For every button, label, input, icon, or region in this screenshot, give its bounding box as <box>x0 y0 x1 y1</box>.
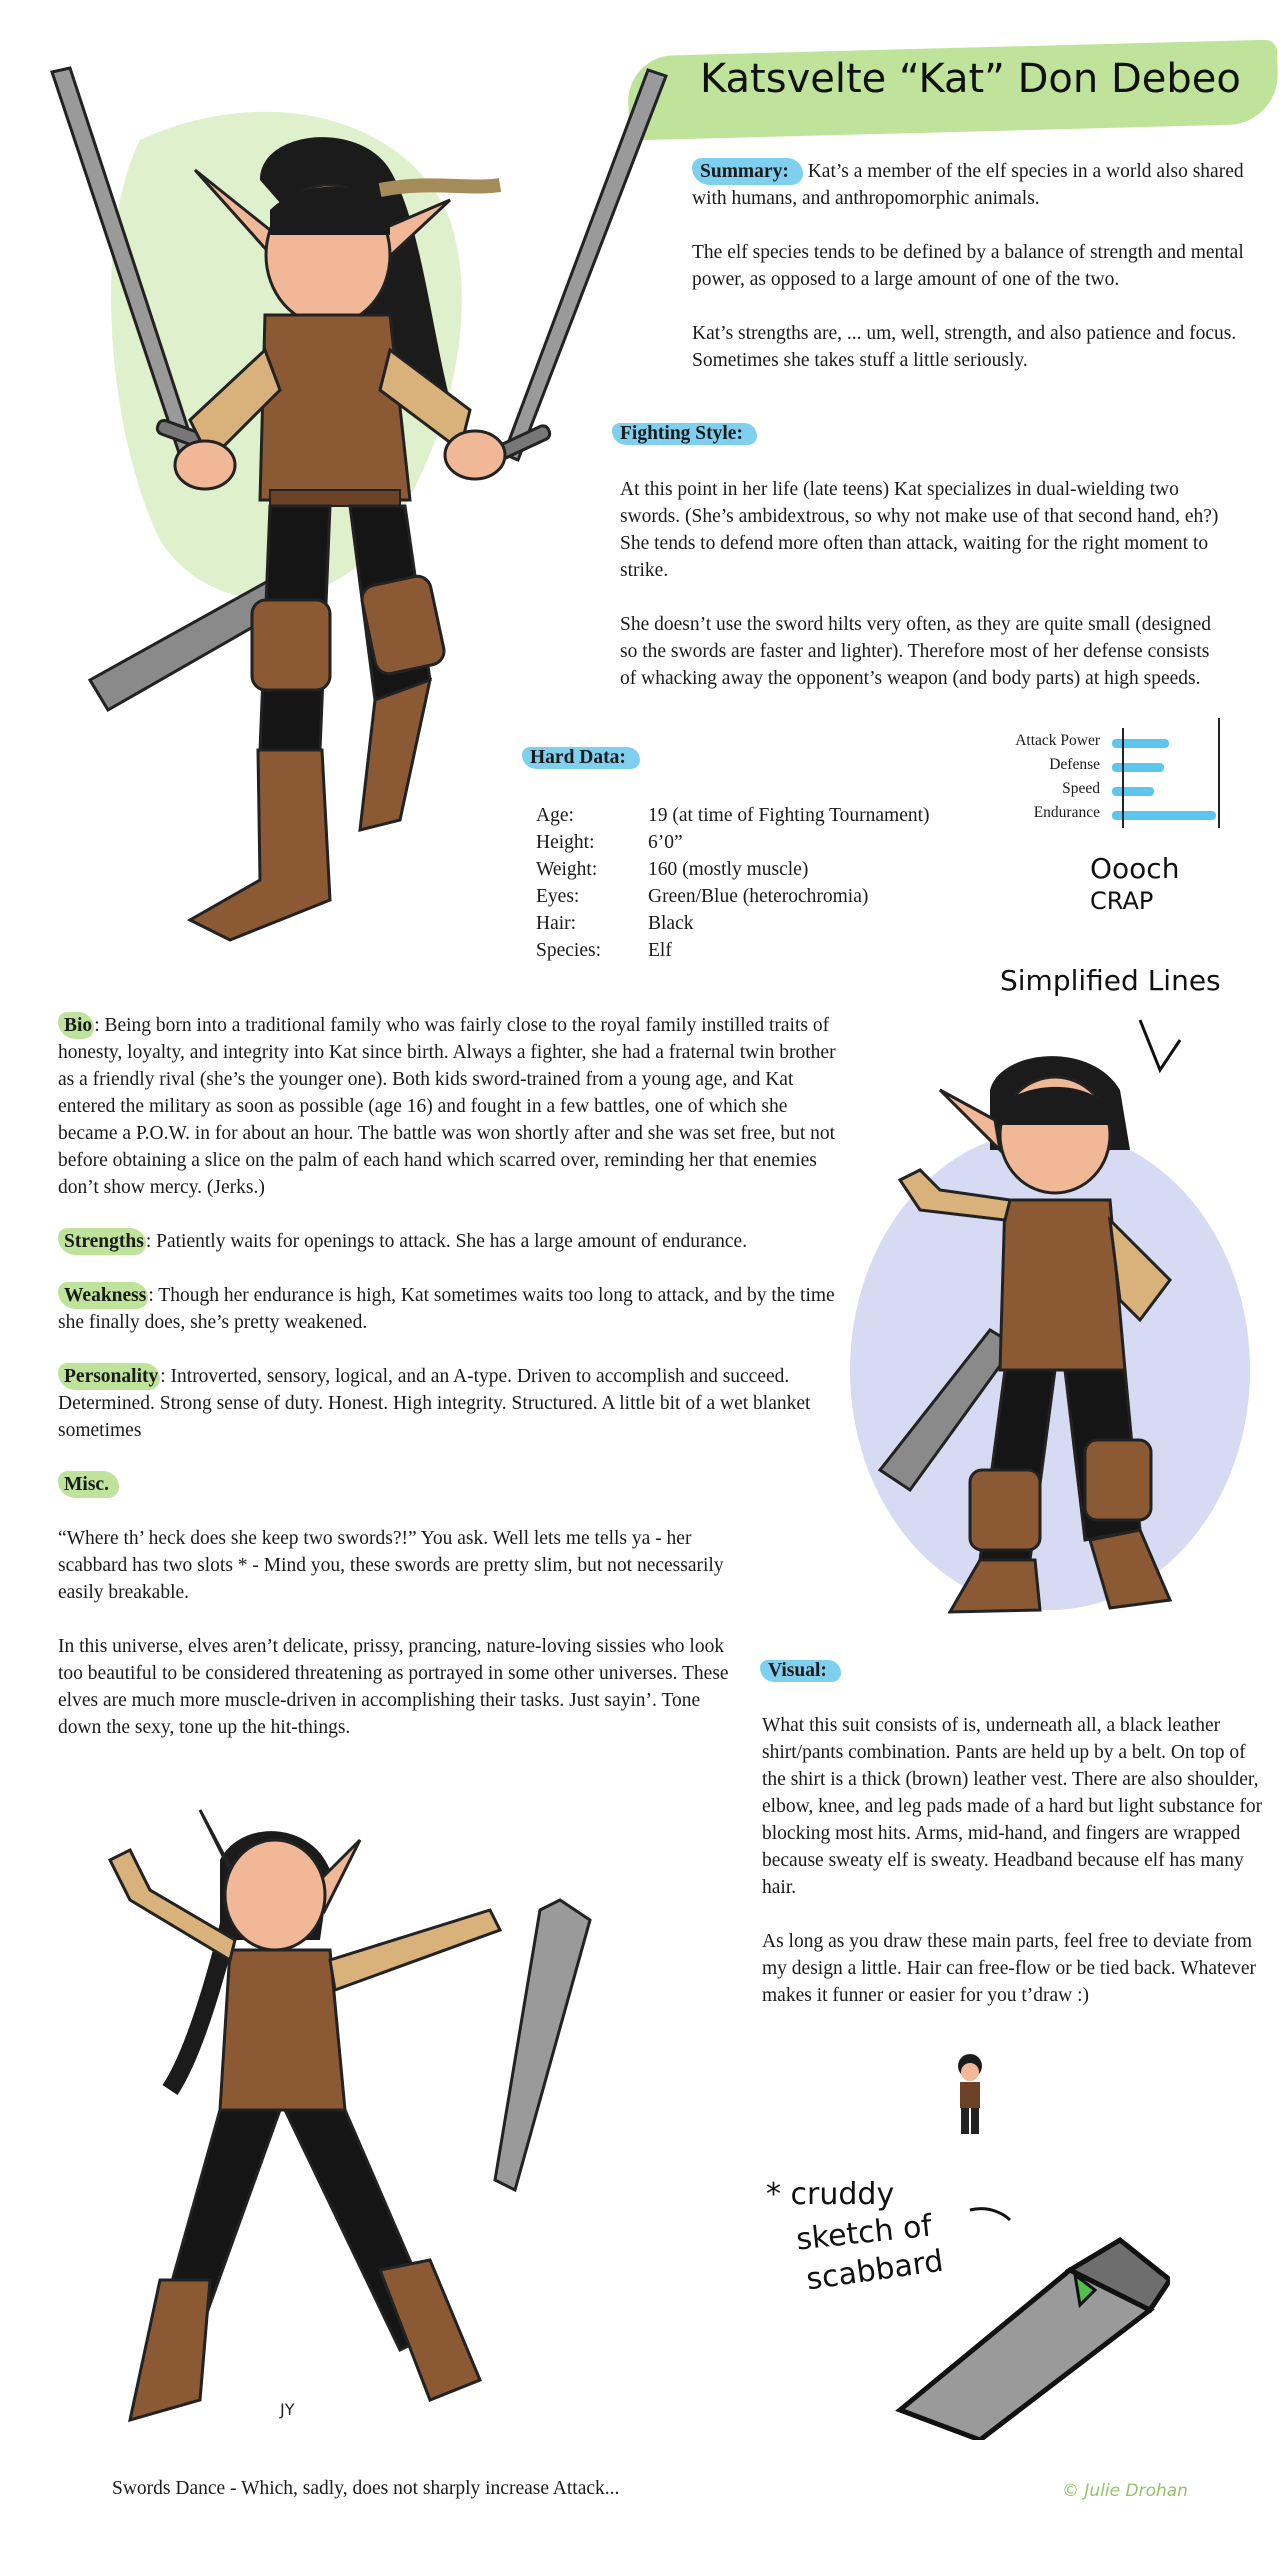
hard-data-table <box>536 802 996 964</box>
hd-key: Hair: <box>536 913 577 934</box>
hard-data-row <box>536 883 996 910</box>
hd-key: Weight: <box>536 859 598 880</box>
scabbard-note-l3: scabbard <box>804 2243 946 2298</box>
hd-value: Green/Blue (heterochromia) <box>648 886 869 907</box>
sword <box>495 1900 590 2190</box>
bio-heading: Bio <box>58 1012 94 1039</box>
scabbard-note-l1: * cruddy <box>766 2177 895 2212</box>
leather-vest <box>260 315 410 500</box>
stat-bar-defense <box>1112 763 1164 772</box>
stat-label: Speed <box>1062 780 1100 797</box>
left-boot <box>130 2280 210 2420</box>
headband-tail <box>380 185 500 190</box>
stats-note <box>1090 853 1179 917</box>
fighting-style-section <box>620 476 1220 692</box>
weakness-heading: Weakness <box>58 1282 148 1309</box>
scabbard-body <box>900 2270 1150 2440</box>
right-fist <box>445 431 505 479</box>
page-title: Katsvelte “Kat” Don Debeo <box>700 56 1241 102</box>
hd-key: Eyes: <box>536 886 580 907</box>
summary-section <box>692 158 1252 374</box>
fighting-style-p2: She doesn’t use the sword hilts very often, as they are quite small (designed so the swords are faster and lighter). Therefore most of her defense consists of whacking away the opponent’s weapon (and body parts) at high speeds. <box>620 614 1212 689</box>
visual-heading-wrap <box>760 1660 841 1682</box>
fighting-style-heading: Fighting Style: <box>612 423 757 445</box>
stats-note-line1: Oooch <box>1090 852 1180 885</box>
stat-label: Attack Power <box>1015 732 1100 749</box>
bio-text: : Being born into a traditional family who was fairly close to the royal family instilled traits of honesty, loyalty, and integrity into Kat since birth. Always a fighter, she had a fraternal twin brother as a friendly rival (she’s the younger one). Both kids sword-trained from a young age, and Kat entered the military as soon as possible (age 16) and fought in a few battles, one of which she became a P.O.W. in for about an hour. The battle was won shortly after and she was set free, but not before obtaining a slice on the palm of each hand which scarred over, reminding her that enemies don’t show mercy. (Jerks.) <box>58 1015 836 1198</box>
left-boot <box>190 750 330 940</box>
belt <box>270 490 400 506</box>
artist-signature-mark: JY <box>280 2400 295 2419</box>
hd-key: Species: <box>536 940 601 961</box>
head <box>225 1840 325 1950</box>
hard-data-heading-wrap <box>522 747 640 769</box>
summary-p2: The elf species tends to be defined by a balance of strength and mental power, as opposed to a large amount of one of the two. <box>692 242 1244 290</box>
hd-key: Height: <box>536 832 595 853</box>
right-arm <box>330 1910 500 1990</box>
leather-vest <box>1000 1200 1125 1370</box>
stat-label: Defense <box>1049 756 1100 773</box>
stat-max-line <box>1218 718 1220 828</box>
weakness-text: : Though her endurance is high, Kat sometimes waits too long to attack, and by the time she finally does, she’s pretty weakened. <box>58 1285 835 1333</box>
personality-text: : Introverted, sensory, logical, and an A-type. Driven to accomplish and succeed. Determined. Strong sense of duty. Honest. High integrity. Structured. A little bit of a wet blanket sometimes <box>58 1366 811 1441</box>
misc-p1: “Where th’ heck does she keep two swords?!” You ask. Well lets me tells ya - her scabbard has two slots * - Mind you, these swords are pretty slim, but not necessarily easily breakable. <box>58 1528 724 1603</box>
stats-chart <box>950 728 1270 915</box>
hd-value: Elf <box>648 940 672 961</box>
pointer-arrow <box>1140 1020 1180 1070</box>
kat-simplified-illustration <box>840 1000 1260 1620</box>
hd-value: Black <box>648 913 694 934</box>
right-boot <box>360 680 430 830</box>
left-knee-pad <box>970 1470 1040 1550</box>
bio-section <box>58 1012 838 1741</box>
hard-data-row <box>536 937 996 964</box>
hard-data-row <box>536 829 996 856</box>
fighting-style-heading-wrap <box>612 423 757 445</box>
visual-heading: Visual: <box>760 1660 841 1682</box>
summary-heading: Summary: <box>692 158 803 185</box>
scabbard-note-l2: sketch of <box>794 2208 934 2258</box>
stat-axis <box>1122 728 1124 828</box>
hd-value: 6’0” <box>648 832 683 853</box>
strengths-heading: Strengths <box>58 1228 146 1255</box>
kat-swords-dance-illustration <box>70 1800 670 2460</box>
visual-section <box>762 1712 1272 2009</box>
stat-bar-speed <box>1112 787 1154 796</box>
stat-label: Endurance <box>1033 804 1100 821</box>
illustration-caption: Swords Dance - Which, sadly, does not sharply increase Attack... <box>112 2478 620 2499</box>
left-fist <box>175 441 235 489</box>
hd-key: Age: <box>536 805 574 826</box>
strengths-text: : Patiently waits for openings to attack. She has a large amount of endurance. <box>145 1231 748 1252</box>
hard-data-heading: Hard Data: <box>522 747 640 769</box>
hard-data-row <box>536 802 996 829</box>
personality-heading: Personality <box>58 1363 160 1390</box>
fighting-style-p1: At this point in her life (late teens) Kat specializes in dual-wielding two swords. (She’s ambidextrous, so why not make use of that second hand, eh?) She tends to defend more often than attack, waiting for the right moment to strike. <box>620 479 1219 581</box>
hard-data-row <box>536 856 996 883</box>
right-sword-blade <box>504 70 666 460</box>
hd-value: 160 (mostly muscle) <box>648 859 809 880</box>
misc-p2: In this universe, elves aren’t delicate, prissy, prancing, nature-loving sissies who look too beautiful to be considered threatening as portrayed in some other universes. These elves are much more muscle-driven in accomplishing their tasks. Just sayin’. Tone down the sexy, tone up the hit-things. <box>58 1636 729 1738</box>
note-arrow <box>970 2209 1010 2220</box>
summary-p1: Kat’s a member of the elf species in a world also shared with humans, and anthropomorphic animals. <box>692 161 1244 209</box>
hd-value: 19 (at time of Fighting Tournament) <box>648 805 930 826</box>
leather-vest <box>220 1950 345 2110</box>
stats-note-line2: CRAP <box>1090 887 1154 915</box>
visual-p1: What this suit consists of is, underneath all, a black leather shirt/pants combination. Pants are held up by a belt. On top of the shirt is a thick (brown) leather vest. There are also shoulder, elbow, knee, and leg pads made of a hard but light substance for blocking most hits. Arms, mid-hand, and fingers are wrapped because sweaty elf is sweaty. Headband because elf has many hair. <box>762 1715 1263 1898</box>
hard-data-row <box>536 910 996 937</box>
stat-bar-attack <box>1112 739 1169 748</box>
left-knee-pad <box>252 600 330 690</box>
visual-p2: As long as you draw these main parts, feel free to deviate from my design a little. Hair can free-flow or be tied back. Whatever makes it funner or easier for you t’draw :) <box>762 1931 1256 2006</box>
scabbard-sketch <box>890 2180 1170 2440</box>
artist-credit: © Julie Drohan <box>1062 2481 1188 2501</box>
stat-bar-endurance <box>1112 811 1216 820</box>
summary-p3: Kat’s strengths are, ... um, well, strength, and also patience and focus. Sometimes she takes stuff a little seriously. <box>692 323 1237 371</box>
right-knee-pad <box>1085 1440 1151 1520</box>
misc-heading: Misc. <box>58 1471 119 1498</box>
mini-character <box>940 2050 1000 2140</box>
left-arm <box>110 1850 235 1960</box>
simplified-lines-label: Simplified Lines <box>1000 964 1221 997</box>
